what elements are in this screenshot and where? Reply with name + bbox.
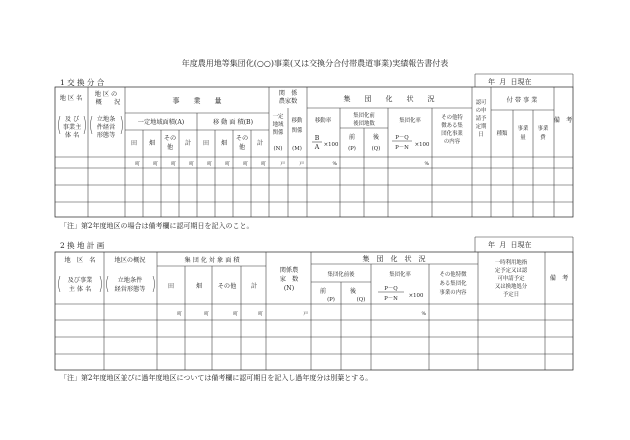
section2-date: 年 月 日現在 [488,241,532,249]
overview-sub2-2: 経営形態等 [114,286,146,293]
before-label: 前 [348,134,356,141]
area-name-header: 地 区 名 [59,95,83,102]
fixed-area-header: 一定地域面積(A) [137,119,185,126]
other-col-1b: 他 [166,144,174,151]
target-area-header: 集 団 化 対 象 面 積 [184,257,240,264]
other-cons-3: 団化事業 [441,131,463,137]
section1-note: 「注」第2年度地区の場合は備考欄に認可期日を記入のこと。 [60,222,254,230]
unit-cho: 町 [243,162,248,167]
field-col-3: 畑 [195,283,203,290]
area-name-sub2: 事業主 [62,124,82,131]
total-col-1: 計 [184,140,192,147]
kind-header: 種類 [496,131,508,137]
farmers-fixed-2: 地域 [272,122,284,128]
consolidation-header-2: 集 団 化 状 況 [362,255,426,263]
move-rate-numerator: B [314,135,320,142]
other-col-3: その他 [217,283,237,290]
overview-sub3: 形態等 [96,132,116,139]
farmers-header-3c: (N) [283,285,295,292]
farmers-fixed-3: 関係 [272,130,284,136]
volume-header-2: 量 [520,135,526,141]
overview-header-2: 概 況 [95,99,121,106]
other-cons-2: 徴ある集 [441,123,463,129]
other-cons-2-3: 事業の内容 [439,290,467,296]
approval-1: 認可 [475,100,487,106]
attached-header: 付 帯 事 業 [506,97,538,104]
rice-col-1: 田 [130,140,138,147]
rate-denominator: P－N [395,145,409,151]
farmers-header-2: 農家数 [278,98,298,105]
replot-table [55,237,573,370]
section2-heading: 2 換 地 計 画 [60,241,105,250]
unit-cho: 町 [204,312,209,317]
farmers-move-3: (M) [292,146,302,152]
temp-use-4: 又は換地処分 [494,284,528,290]
after-q-label-2: (Q) [356,297,366,303]
approval-3: 請予 [475,116,487,122]
form-title: 年度農用地等集団化(○○)事業(又は交換分合付帯農道事業)実績報告書付表 [181,59,449,68]
approval-4: 定期 [475,124,487,130]
unit-cho: 町 [233,312,238,317]
temp-use-3: 可申請予定 [497,276,525,282]
area-name-sub2-2: 主 体 名 [68,286,92,293]
farmers-move-1: 移動 [291,118,303,124]
area-name-sub3: 体 名 [64,132,80,139]
area-name-header-2: 地 区 名 [64,257,96,264]
before-after-header-2: 後団地数 [353,121,375,127]
remarks-header-2: 備 考 [549,275,569,282]
other-cons-4: の内容 [443,139,461,145]
after-label: 後 [372,134,380,141]
temp-use-2: 定予定又は認 [494,268,528,274]
section1-heading: 1 交 換 分 合 [60,78,105,87]
rate-numerator: P－Q [395,135,409,141]
unit-cho: 町 [225,162,230,167]
farmers-move-2: 関係 [291,128,303,134]
farmers-header-3b: 家 数 [279,276,299,283]
rate-header-2: 集団化率 [389,272,411,278]
farmers-fixed-1: 一定 [272,114,284,120]
total-col-2: 計 [256,140,264,147]
before-p-label: (P) [348,146,356,152]
unit-cho: 町 [258,312,263,317]
move-rate-times100: ×100 [323,142,339,148]
field-col-1: 畑 [148,140,156,147]
total-col-3: 計 [250,283,258,290]
area-name-sub1-2: 及び事業 [67,277,93,284]
rice-col-3: 田 [167,283,175,290]
rate-numerator-2: P－Q [384,286,398,292]
unit-ko: 戸 [280,162,285,167]
section2-note: 「注」第2年度地区並びに過年度地区については備考欄に認可期日を記入し過年度分は別葉とする。 [60,374,373,382]
before-after-header-1: 集団化前 [353,113,375,119]
exchange-table [55,74,573,217]
other-col-2a: その [235,135,249,142]
project-area-header: 事 業 量 [172,97,222,105]
rate-header: 集団化率 [399,118,421,124]
unit-row [135,160,429,167]
overview-sub1-2: 立地条件 [117,277,143,284]
rice-col-2: 田 [202,140,210,147]
move-area-header: 移 動 面 積(B) [212,119,254,126]
unit-row-2 [177,310,426,317]
approval-5: 日 [478,132,484,138]
unit-pct: % [424,162,429,167]
unit-pct: % [421,312,426,317]
unit-ko: 戸 [299,162,304,167]
other-col-2b: 他 [238,144,246,151]
unit-ko: 戸 [303,312,308,317]
unit-cho: 町 [207,162,212,167]
unit-cho: 町 [153,162,158,167]
temp-use-5: 予定日 [502,292,520,298]
field-col-2: 畑 [220,140,228,147]
unit-cho: 町 [135,162,140,167]
overview-header: 地 区 の [94,91,118,98]
cost-header-1: 事業 [537,126,549,132]
other-cons-2-2: ある集団化 [439,281,467,287]
overview-sub1: 立地条 [96,116,116,123]
rate-times100: ×100 [414,142,430,148]
consolidation-header: 集 団 化 状 況 [343,95,435,103]
rate-denominator-2: P－N [384,296,398,302]
after-q-label: (Q) [371,146,381,152]
area-name-sub1: 及 び [64,116,80,123]
approval-2: の申 [475,108,487,114]
other-cons-2-1: その他特徴 [439,272,467,278]
before-after-header-3: 集団化前後 [327,272,355,278]
rate-times100-2: ×100 [408,293,424,299]
overview-header-2: 地区の概況 [114,257,146,264]
cost-header-2: 費 [540,135,546,141]
other-col-1a: その [163,135,177,142]
farmers-header-3a: 関係農 [279,267,299,274]
section1-date: 年 月 日現在 [488,78,532,86]
unit-cho: 町 [261,162,266,167]
after-label-2: 後 [349,288,357,295]
other-cons-1: その他特 [441,115,463,121]
before-p-label-2: (P) [327,297,335,303]
farmers-header-1: 関 係 [278,90,298,97]
unit-pct: % [332,162,337,167]
before-label-2: 前 [319,288,327,295]
farmers-fixed-4: (N) [273,146,283,152]
volume-header-1: 事業 [517,126,529,132]
move-rate-denominator: A [314,144,320,151]
move-rate-header: 移動率 [314,118,332,124]
remarks-header: 備 考 [553,117,573,124]
overview-sub2: 件経営 [96,124,116,131]
unit-cho: 町 [189,162,194,167]
unit-cho: 町 [171,162,176,167]
temp-use-1: 一時利用地指 [494,260,528,266]
unit-cho: 町 [177,312,182,317]
